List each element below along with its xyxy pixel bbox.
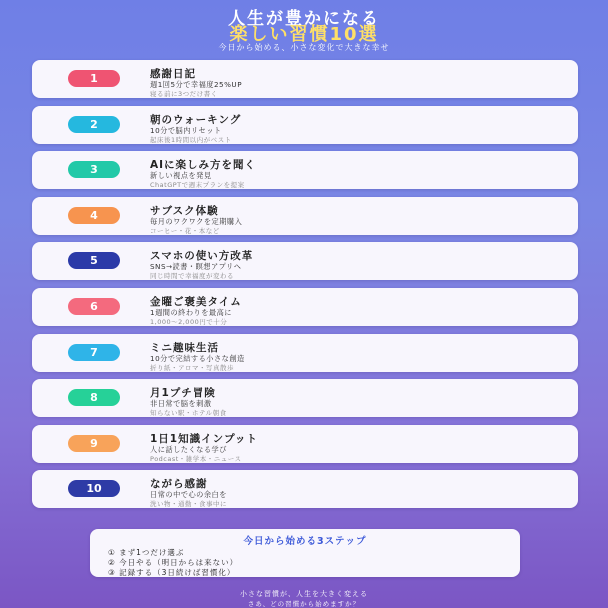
habit-description: 非日常で脳を刺激: [150, 399, 212, 409]
habit-card: [32, 106, 578, 144]
habit-tip: 知らない駅・ホテル朝食: [150, 409, 227, 418]
number-badge: 6: [68, 298, 120, 315]
habit-card: [32, 425, 578, 463]
habit-card: [32, 151, 578, 189]
number-badge: 2: [68, 116, 120, 133]
habit-description: 日常の中で心の余白を: [150, 490, 227, 500]
number-badge: 7: [68, 344, 120, 361]
number-badge: 5: [68, 252, 120, 269]
header: [0, 0, 608, 56]
number-badge: 10: [68, 480, 120, 497]
habit-tip: 折り紙・アロマ・写真散歩: [150, 363, 234, 372]
habit-card: [32, 470, 578, 508]
habit-title: 朝のウォーキング: [150, 113, 242, 126]
footer-message: 小さな習慣が、人生を大きく変える: [240, 590, 368, 598]
habit-title: 金曜ご褒美タイム: [150, 295, 242, 308]
habit-description: 人に話したくなる学び: [150, 444, 227, 454]
step-1: ① まず1つだけ選ぶ: [108, 548, 185, 557]
footer-question: さあ、どの習慣から始めますか？: [247, 600, 361, 608]
number-badge: 3: [68, 161, 120, 178]
habit-tip: 洗い物・通勤・食事中に: [150, 500, 227, 509]
title-line-1: 人生が豊かになる: [228, 9, 380, 29]
steps-title: 今日から始める3ステップ: [243, 536, 367, 547]
number-badge: 1: [68, 70, 120, 87]
habit-title: AIに楽しみ方を聞く: [150, 159, 257, 172]
habit-tip: 寝る前に3つだけ書く: [150, 90, 218, 98]
habit-tip: ChatGPTで週末プランを提案: [150, 181, 245, 190]
habit-title: サブスク体験: [150, 204, 219, 217]
habit-description: 10分で完結する小さな創造: [150, 353, 245, 363]
title-line-2: 楽しい習慣10選: [229, 24, 379, 45]
habit-title: ミニ趣味生活: [150, 341, 219, 354]
habit-description: 毎月のワクワクを定期購入: [150, 216, 243, 226]
habit-tip: 起床後1時間以内がベスト: [150, 135, 232, 144]
habit-card: [32, 334, 578, 372]
number-badge: 8: [68, 389, 120, 406]
habit-title: ながら感謝: [150, 478, 208, 491]
habit-description: 新しい視点を発見: [150, 171, 212, 181]
habit-card: [32, 197, 578, 235]
habit-title: 1日1知識インプット: [150, 432, 258, 445]
habit-tip: 同じ時間で幸福度が変わる: [150, 272, 234, 281]
number-badge: 4: [68, 207, 120, 224]
number-badge: 9: [68, 435, 120, 452]
habit-description: 10分で脳内リセット: [150, 125, 222, 135]
habit-tip: コーヒー・花・本など: [150, 226, 220, 235]
habit-tip: 1,000〜2,000円で十分: [150, 317, 228, 326]
habit-description: 週1回5分で幸福度25%UP: [150, 80, 243, 89]
step-2: ② 今日やる（明日からは来ない）: [108, 558, 239, 567]
habit-card: [32, 379, 578, 417]
habit-title: スマホの使い方改革: [150, 250, 254, 263]
step-3: ③ 記録する（3日続けば習慣化）: [108, 568, 236, 577]
subtitle: 今日から始める、小さな変化で大きな幸せ: [218, 43, 390, 52]
habit-tip: Podcast・雑学本・ニュース: [150, 454, 242, 463]
habit-description: 1週間の終わりを最高に: [150, 307, 232, 317]
habit-card: [32, 60, 578, 98]
three-steps-panel: [90, 529, 520, 577]
habit-description: SNS→読書・瞑想アプリへ: [150, 262, 242, 272]
habit-title: 月1プチ冒険: [150, 387, 216, 400]
habit-card: [32, 288, 578, 326]
habit-list: [32, 60, 578, 516]
habit-title: 感謝日記: [150, 68, 196, 80]
habit-card: [32, 242, 578, 280]
